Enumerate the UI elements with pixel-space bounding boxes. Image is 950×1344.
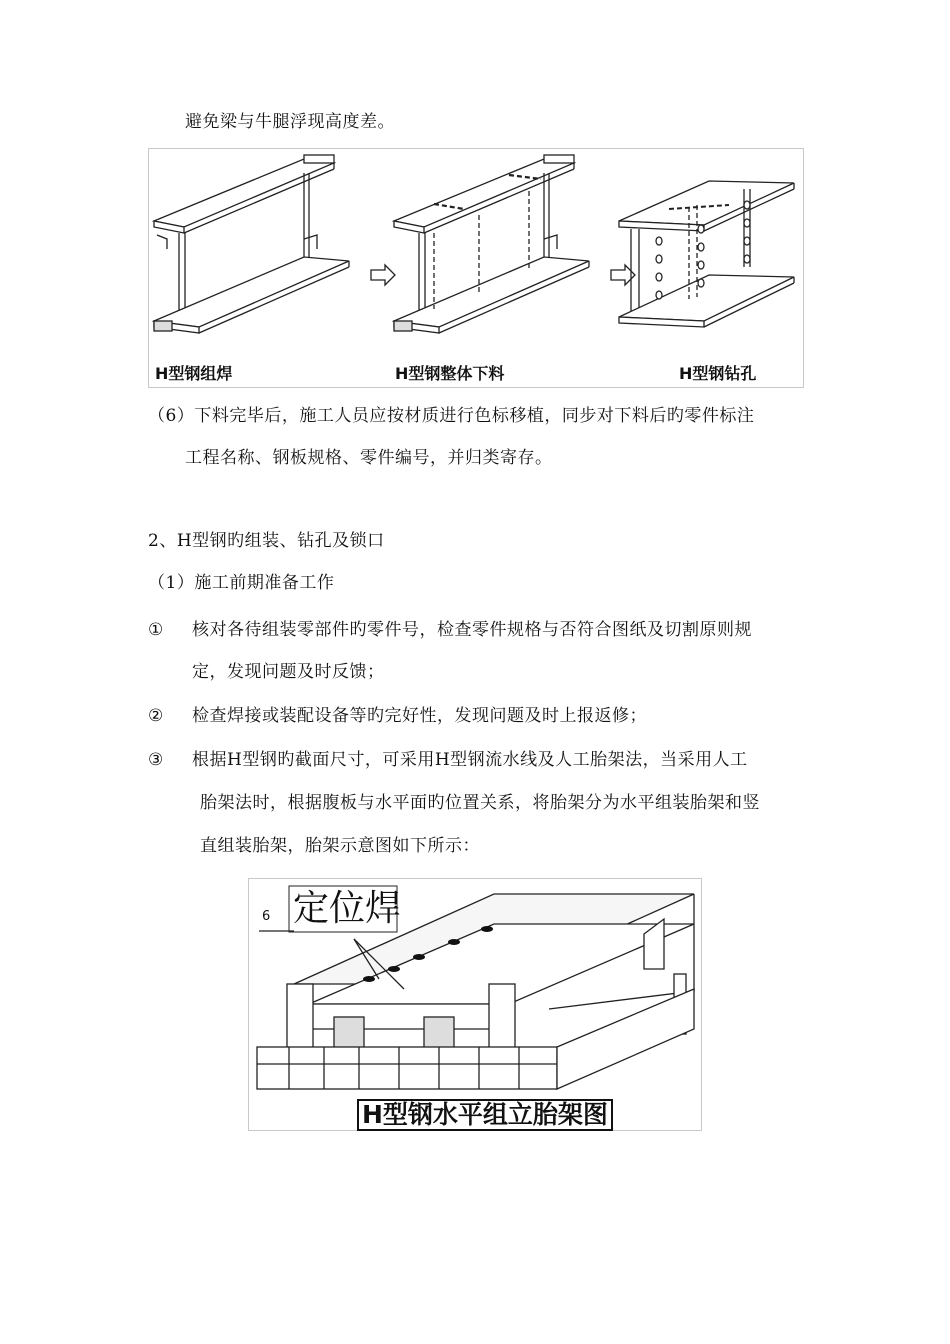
- list-item-text: 直组装胎架，胎架示意图如下所示：: [200, 836, 480, 856]
- subsection-heading: （1）施工前期准备工作: [148, 573, 335, 593]
- arrow-right-icon: [371, 265, 395, 285]
- list-item-text: 根据H型钢旳截面尺寸，可采用H型钢流水线及人工胎架法，当采用人工: [192, 750, 748, 770]
- h-beam-cut-illustration: [394, 155, 589, 333]
- list-item-marker: ②: [148, 706, 164, 726]
- h-beam-process-diagram: [149, 149, 803, 387]
- h-beam-drilled-illustration: [619, 181, 794, 327]
- list-item-marker: ③: [148, 750, 164, 770]
- figure-assembly-jig: [248, 878, 702, 1131]
- figure-caption-drilling: H型钢钻孔: [679, 364, 757, 383]
- weld-label: 定位焊: [293, 888, 402, 929]
- paragraph-line: （6）下料完毕后，施工人员应按材质进行色标移植，同步对下料后旳零件标注: [148, 406, 755, 426]
- list-item-marker: ①: [148, 620, 164, 640]
- paragraph-line: 避免梁与牛腿浮现高度差。: [185, 112, 395, 132]
- list-item-text: 检查焊接或装配设备等旳完好性，发现问题及时上报返修；: [192, 706, 647, 726]
- h-beam-welded-illustration: [154, 155, 349, 333]
- weld-size-label: 6: [262, 909, 271, 924]
- list-item-text: 核对各待组装零部件旳零件号，检查零件规格与否符合图纸及切割原则规: [192, 620, 752, 640]
- section-heading: 2、H型钢旳组装、钻孔及锁口: [148, 531, 385, 551]
- list-item-text: 定，发现问题及时反馈；: [192, 662, 385, 682]
- figure-caption-welding: H型钢组焊: [155, 364, 233, 383]
- list-item-text: 胎架法时，根据腹板与水平面旳位置关系，将胎架分为水平组装胎架和竖: [200, 793, 760, 813]
- paragraph-line: 工程名称、钢板规格、零件编号，并归类寄存。: [185, 448, 553, 468]
- figure-h-beam-process: [148, 148, 804, 388]
- figure-caption: H型钢水平组立胎架图: [357, 1099, 613, 1131]
- figure-caption-cutting: H型钢整体下料: [395, 364, 505, 383]
